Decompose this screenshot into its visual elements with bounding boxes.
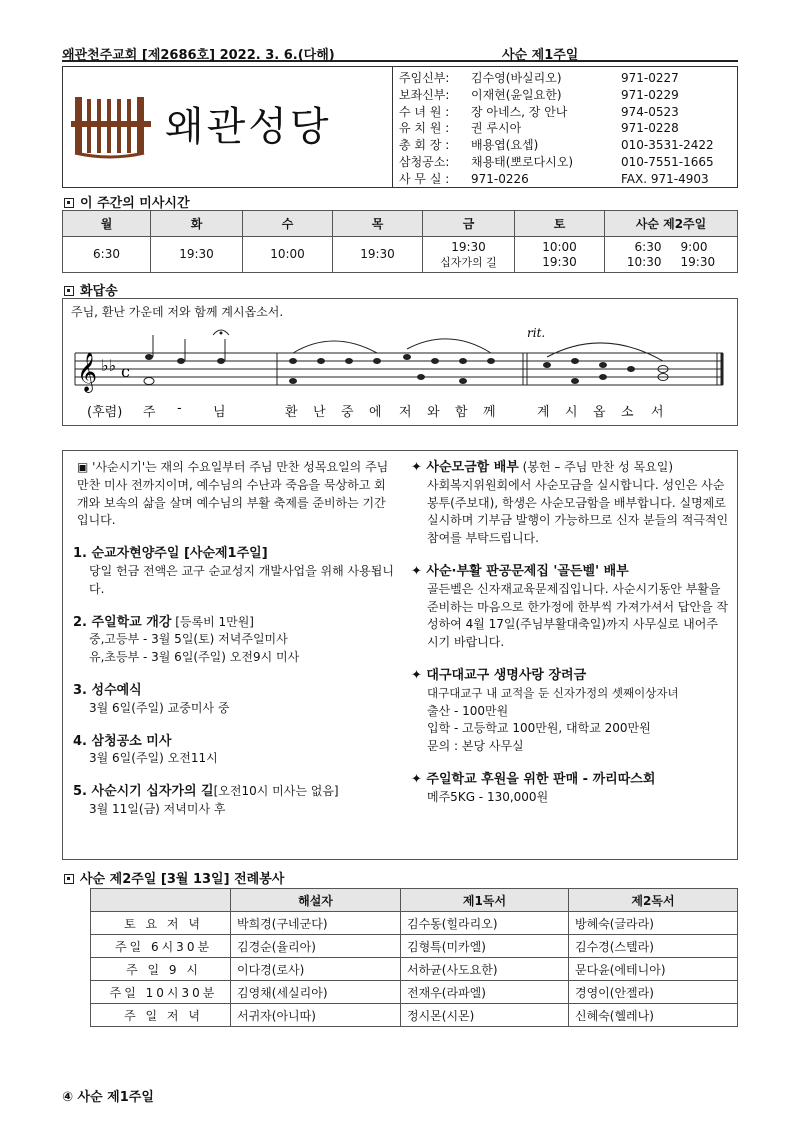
column-header: 제2독서 <box>569 889 738 912</box>
lyric-syllable: 님 <box>213 405 226 420</box>
notice-body: 3월 11일(금) 저녁미사 후 <box>89 801 226 816</box>
mass-day-header: 월 <box>63 211 151 237</box>
svg-text:c: c <box>121 362 130 381</box>
table-row <box>91 935 738 958</box>
notice-title: 5. 사순시기 십자가의 길[오전10시 미사는 없음] <box>73 784 339 800</box>
lyric-syllable: 계 <box>537 405 550 420</box>
section-bullet-icon <box>64 198 74 208</box>
notice-title: ✦ 사순·부활 판공문제집 '골든벨' 배부 <box>411 563 629 579</box>
first-reader: 전재우(라파엘) <box>401 981 569 1004</box>
service-section-title: 사순 제2주일 [3월 13일] 전례봉사 <box>64 868 284 887</box>
column-header <box>91 889 231 912</box>
second-reader: 김수경(스텔라) <box>569 935 738 958</box>
section-bullet-icon <box>64 286 74 296</box>
notices-left-column <box>73 459 395 819</box>
staff-tel: 971-0229 <box>621 87 679 102</box>
lyric-syllable: (후렴) <box>87 405 123 420</box>
table-header-row <box>91 889 738 912</box>
staff-role: 유 치 원 : <box>399 121 450 136</box>
staff-role: 사 무 실 : <box>399 171 450 186</box>
logo-text: 왜관성당 <box>165 104 332 150</box>
second-reader: 신혜숙(헬레나) <box>569 1004 738 1027</box>
second-reader: 방혜숙(글라라) <box>569 912 738 935</box>
first-reader: 김형특(미카엘) <box>401 935 569 958</box>
notice-title: ✦ 주일학교 후원을 위한 판매 - 까리따스회 <box>411 771 656 787</box>
staff-tel: 971-0227 <box>621 71 679 85</box>
mass-day-header: 금 <box>423 211 515 237</box>
liturgical-week: 사순 제1주일 <box>502 48 579 63</box>
mass-schedule-table <box>62 210 738 273</box>
staff-role: 보좌신부: <box>399 87 450 102</box>
mass-day-header: 화 <box>151 211 243 237</box>
staff-role: 삼청공소: <box>399 154 450 169</box>
notice-body: 문의 : 본당 사무실 <box>427 739 524 754</box>
staff-name: 이재현(윤일요한) <box>471 87 562 102</box>
commentator: 서귀자(아니따) <box>231 1004 401 1027</box>
commentator: 김영채(세실리아) <box>231 981 401 1004</box>
staff-tel: 971-0228 <box>621 121 679 136</box>
mass-time: 19:30 십자가의 길 <box>423 237 515 273</box>
table-row <box>91 981 738 1004</box>
mass-time: 19:30 <box>151 237 243 273</box>
ritardando-label: rit. <box>527 326 546 340</box>
lyric-syllable: 와 <box>427 405 440 420</box>
mass-section-title: 이 주간의 미사시간 <box>64 192 190 211</box>
masthead <box>62 66 738 188</box>
notice-body: 3월 6일(주일) 오전11시 <box>89 751 218 766</box>
mass-day-header: 수 <box>243 211 333 237</box>
section-bullet-icon <box>64 874 74 884</box>
staff-name: 권 루시아 <box>471 121 522 136</box>
notice-body: 메주5KG - 130,000원 <box>427 789 549 804</box>
notice-title: ✦ 대구대교구 생명사랑 장려금 <box>411 667 587 683</box>
staff-name: 장 아네스, 장 안나 <box>471 104 568 119</box>
lyric-syllable: 주 <box>143 405 156 420</box>
hymn-refrain-text: 주님, 환난 가운데 저와 함께 계시옵소서. <box>71 305 284 319</box>
music-score-icon <box>71 323 731 401</box>
notice-body: 입학 - 고등학교 100만원, 대학교 200만원 <box>427 721 651 736</box>
table-row <box>91 912 738 935</box>
bulletin-header <box>62 42 738 62</box>
staff-tel: FAX. 971-4903 <box>621 171 709 186</box>
bulletin-issue: 왜관천주교회 [제2686호] 2022. 3. 6.(다해) <box>62 48 335 63</box>
hymn-box <box>62 298 738 426</box>
notice-body: 대구대교구 내 교적을 둔 신자가정의 셋째이상자녀 <box>427 685 679 700</box>
lyric-syllable: 옵 <box>593 405 606 420</box>
lyric-syllable: 에 <box>369 405 382 420</box>
commentator: 김경순(율리아) <box>231 935 401 958</box>
mass-slot: 토 요 저 녁 <box>91 912 231 935</box>
notice-intro: ▣ '사순시기'는 재의 수요일부터 주님 만찬 성목요일의 주님 만찬 미사 전까지이며, 예수님의 수난과 죽음을 묵상하고 회개와 보속의 삶을 살며 예수님의 부활 축제를 준비하는 기간입니다. <box>77 460 389 528</box>
notices-right-column <box>411 459 729 807</box>
first-reader: 서하균(사도요한) <box>401 958 569 981</box>
staff-name: 김수영(바실리오) <box>471 71 562 85</box>
staff-name: 971-0226 <box>471 171 529 186</box>
notice-title: 4. 삼청공소 미사 <box>73 733 172 749</box>
svg-text:♭♭: ♭♭ <box>101 356 117 375</box>
lyric-syllable: 소 <box>621 405 634 420</box>
second-reader: 문다윤(에테니아) <box>569 958 738 981</box>
notice-body: 골든벨은 신자재교육문제집입니다. 사순시기동안 부활을 준비하는 마음으로 한가정에 한부씩 가져가셔서 답안을 작성하여 4월 17일(주님부활대축일)까지 사무실로 내어주시기 바랍니다. <box>427 581 729 650</box>
staff-name: 배용엽(요셉) <box>471 138 539 153</box>
mass-time: 6:30 9:00 10:30 19:30 <box>605 237 738 273</box>
column-header: 해설자 <box>231 889 401 912</box>
notice-body: 3월 6일(주일) 교중미사 중 <box>89 700 230 715</box>
mass-time: 10:00 <box>243 237 333 273</box>
staff-role: 총 회 장 : <box>399 138 450 153</box>
notice-title: 3. 성수예식 <box>73 682 142 698</box>
lyric-syllable: 함 <box>455 405 468 420</box>
staff-tel: 974-0523 <box>621 104 679 119</box>
lyric-syllable: 난 <box>313 405 326 420</box>
table-row <box>91 958 738 981</box>
notice-body: 중,고등부 - 3월 5일(토) 저녁주일미사 <box>89 632 288 647</box>
mass-slot: 주일 10시30분 <box>91 981 231 1004</box>
hymn-section-title: 화답송 <box>64 280 118 299</box>
notice-body: 당일 헌금 전액은 교구 순교성지 개발사업을 위해 사용됩니다. <box>89 563 394 596</box>
staff-tel: 010-7551-1665 <box>621 154 714 169</box>
hymn-lyrics <box>63 401 737 421</box>
mass-day-header: 목 <box>333 211 423 237</box>
mass-slot: 주 일 저 녁 <box>91 1004 231 1027</box>
staff-tel: 010-3531-2422 <box>621 138 714 153</box>
svg-text:𝄞: 𝄞 <box>77 352 98 392</box>
first-reader: 김수동(힐라리오) <box>401 912 569 935</box>
notice-title: 1. 순교자현양주일 [사순제1주일] <box>73 546 268 562</box>
staff-role: 수 녀 원 : <box>399 104 450 119</box>
first-reader: 정시몬(시몬) <box>401 1004 569 1027</box>
lyric-syllable: 서 <box>651 405 664 420</box>
notices-box <box>62 450 738 860</box>
second-reader: 경영이(안젤라) <box>569 981 738 1004</box>
commentator: 박희경(구네군다) <box>231 912 401 935</box>
notice-title: ✦ 사순모금함 배부 (봉헌 – 주님 만찬 성 목요일) <box>411 460 674 475</box>
mass-day-header: 토 <box>515 211 605 237</box>
lyric-syllable: 저 <box>399 405 412 420</box>
staff-name: 채용태(뽀로다시오) <box>471 154 574 169</box>
mass-slot: 주일 6시30분 <box>91 935 231 958</box>
table-row <box>91 1004 738 1027</box>
logo-area <box>63 67 393 187</box>
lyric-syllable: 환 <box>285 405 298 420</box>
staff-role: 주임신부: <box>399 71 450 85</box>
commentator: 이다경(로사) <box>231 958 401 981</box>
notice-title: 2. 주일학교 개강 [등록비 1만원] <box>73 614 254 630</box>
notice-body: 출산 - 100만원 <box>427 703 509 718</box>
mass-time: 6:30 <box>63 237 151 273</box>
church-logo-icon <box>71 95 155 159</box>
page-footer: ④ 사순 제1주일 <box>62 1090 154 1105</box>
lyric-syllable: 께 <box>483 405 496 420</box>
lyric-syllable: - <box>177 401 182 416</box>
mass-time: 19:30 <box>333 237 423 273</box>
mass-day-header: 사순 제2주일 <box>605 211 738 237</box>
notice-body: 사회복지위원회에서 사순모금을 실시합니다. 성인은 사순봉투(주보대), 학생은 사순모금함을 배부합니다. 실명제로 실시하며 기부금 발행이 가능하므로 신자 분들의 적극적인 참여를 부탁드립니다. <box>427 477 729 546</box>
column-header: 제1독서 <box>401 889 569 912</box>
mass-slot: 주 일 9 시 <box>91 958 231 981</box>
mass-time: 10:00 19:30 <box>515 237 605 273</box>
notice-body: 유,초등부 - 3월 6일(주일) 오전9시 미사 <box>89 650 300 665</box>
service-roster-table <box>90 888 738 1027</box>
lyric-syllable: 시 <box>565 405 578 420</box>
lyric-syllable: 중 <box>341 405 354 420</box>
